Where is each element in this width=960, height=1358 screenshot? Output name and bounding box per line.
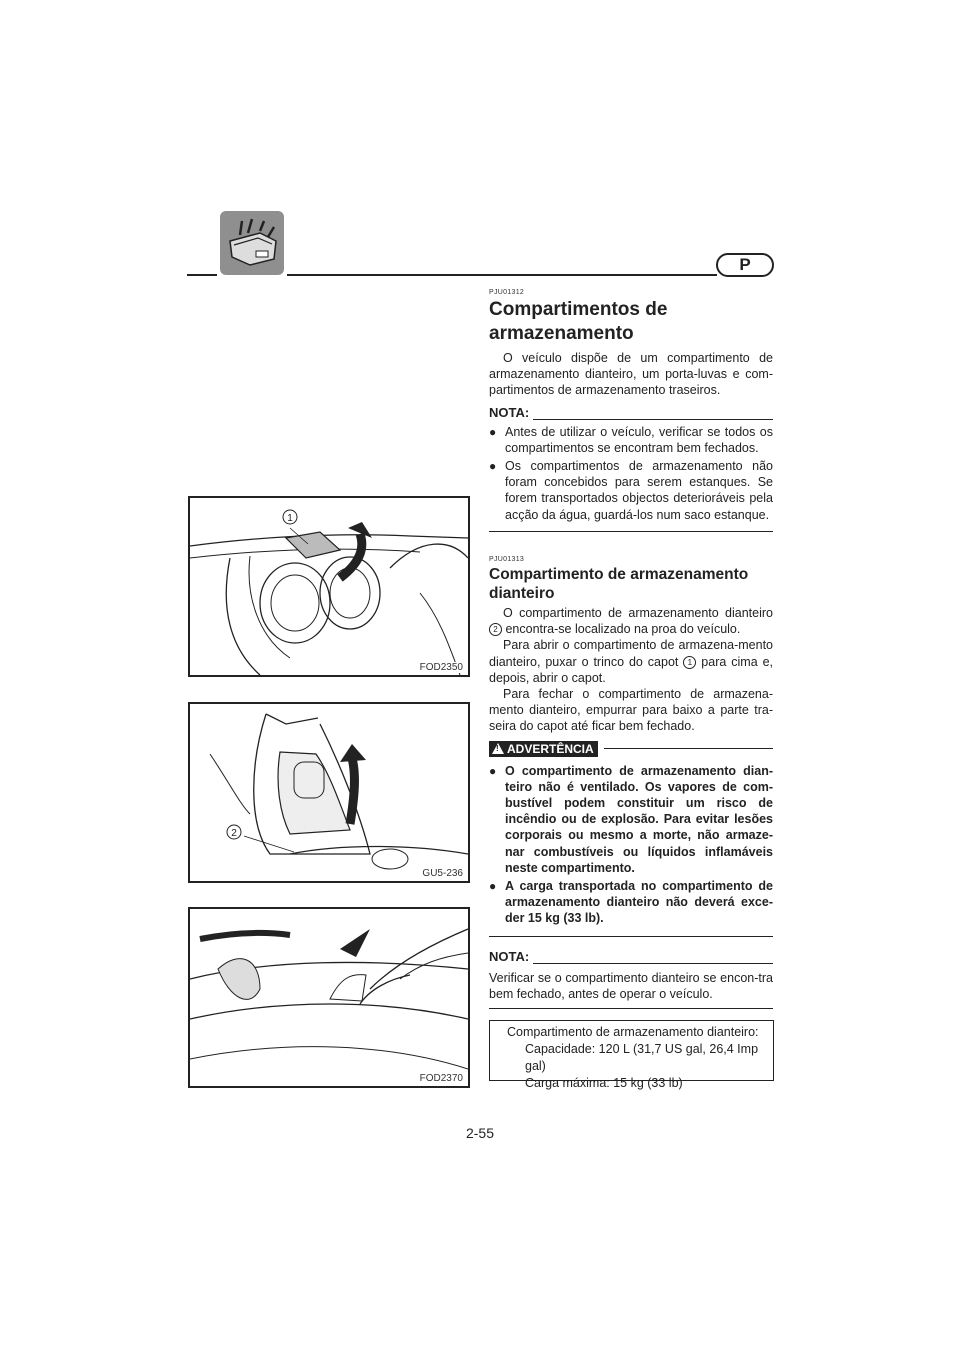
language-badge: P [716, 253, 774, 277]
figure-code: GU5-236 [422, 868, 463, 879]
callout-ref-1: 1 [683, 656, 696, 669]
section-storage-compartments [489, 289, 773, 532]
section-code: PJU01313 [489, 556, 525, 563]
closing-hatch-illustration [190, 909, 468, 1086]
note-label: NOTA: [489, 948, 530, 964]
figure-front-hatch-latch [188, 496, 470, 677]
page-number: 2-55 [465, 1125, 495, 1141]
warning-heading [489, 741, 773, 757]
watercraft-storage-icon [220, 211, 284, 275]
note-end-rule [489, 531, 773, 532]
warning-icon: ! [492, 743, 504, 754]
note-heading [489, 949, 773, 964]
note-text: Verificar se o compartimento dianteiro se encon-tra bem fechado, antes de operar o veículo. [489, 970, 773, 1001]
paragraph-location: O compartimento de armazenamento dianteiro 2 encontra-se localizado na proa do veículo. [489, 605, 773, 637]
warning-label: ADVERTÊNCIA [507, 741, 594, 756]
open-compartment-illustration [190, 704, 468, 881]
callout-ref-2: 2 [489, 623, 502, 636]
note-item: ● Os compartimentos de armazenamento não foram concebidos para serem estanques. Se forem transportados objectos deterioráveis pela acção da água, guardá-los num saco estanque. [489, 459, 773, 522]
figure-code: FOD2370 [419, 1073, 463, 1084]
figure-front-compartment-open [188, 702, 470, 883]
section-title: Compartimentos de armazenamento [489, 299, 668, 344]
figure-closing-hatch [188, 907, 470, 1088]
section-title: Compartimento de armazenamento dianteiro [489, 566, 749, 602]
note-heading [489, 405, 773, 420]
header-rule-right [287, 274, 717, 276]
callout-1: 1 [287, 513, 293, 524]
spec-title: Compartimento de armazenamento dianteiro: [507, 1025, 759, 1039]
note-label: NOTA: [489, 404, 530, 420]
figure-code: FOD2350 [419, 662, 463, 673]
warning-list [489, 763, 773, 927]
spec-box [489, 1020, 774, 1090]
header-rule-left [187, 274, 217, 276]
section-front-storage [489, 556, 773, 1009]
paragraph-close: Para fechar o compartimento de armazena-mento dianteiro, empurrar para baixo a parte tra-seira do capot até ficar bem fechado. [489, 687, 773, 734]
note-list [489, 424, 773, 523]
warning-end-rule [489, 936, 773, 937]
warning-item: ● O compartimento de armazenamento dian-teiro não é ventilado. Os vapores de com-bustível podem constituir um risco de incêndio ou de explosão. Para evitar lesões corporais ou mesmo a morte, não armaze-nar combustíveis ou líquidos inflamáveis neste compartimento. [489, 763, 773, 875]
spec-capacity: Capacidade: 120 L (31,7 US gal, 26,4 Imp gal) [525, 1042, 759, 1073]
callout-2: 2 [231, 828, 237, 839]
note-end-rule [489, 1008, 773, 1009]
section-intro: O veículo dispõe de um compartimento de armazenamento dianteiro, um porta-luvas e com-partimentos de armazenamento traseiros. [489, 351, 773, 398]
section-code: PJU01312 [489, 289, 525, 296]
spec-max-load: Carga máxima: 15 kg (33 lb) [525, 1076, 683, 1090]
warning-item: ● A carga transportada no compartimento de armazenamento dianteiro não deverá exce-der 15 kg (33 lb). [489, 879, 773, 926]
paragraph-open: Para abrir o compartimento de armazena-mento dianteiro, puxar o trinco do capot 1 para cima e, depois, abrir o capot. [489, 638, 774, 685]
hatch-latch-illustration [190, 498, 468, 675]
note-item: ● Antes de utilizar o veículo, verificar se todos os compartimentos se encontram bem fechados. [489, 424, 773, 455]
